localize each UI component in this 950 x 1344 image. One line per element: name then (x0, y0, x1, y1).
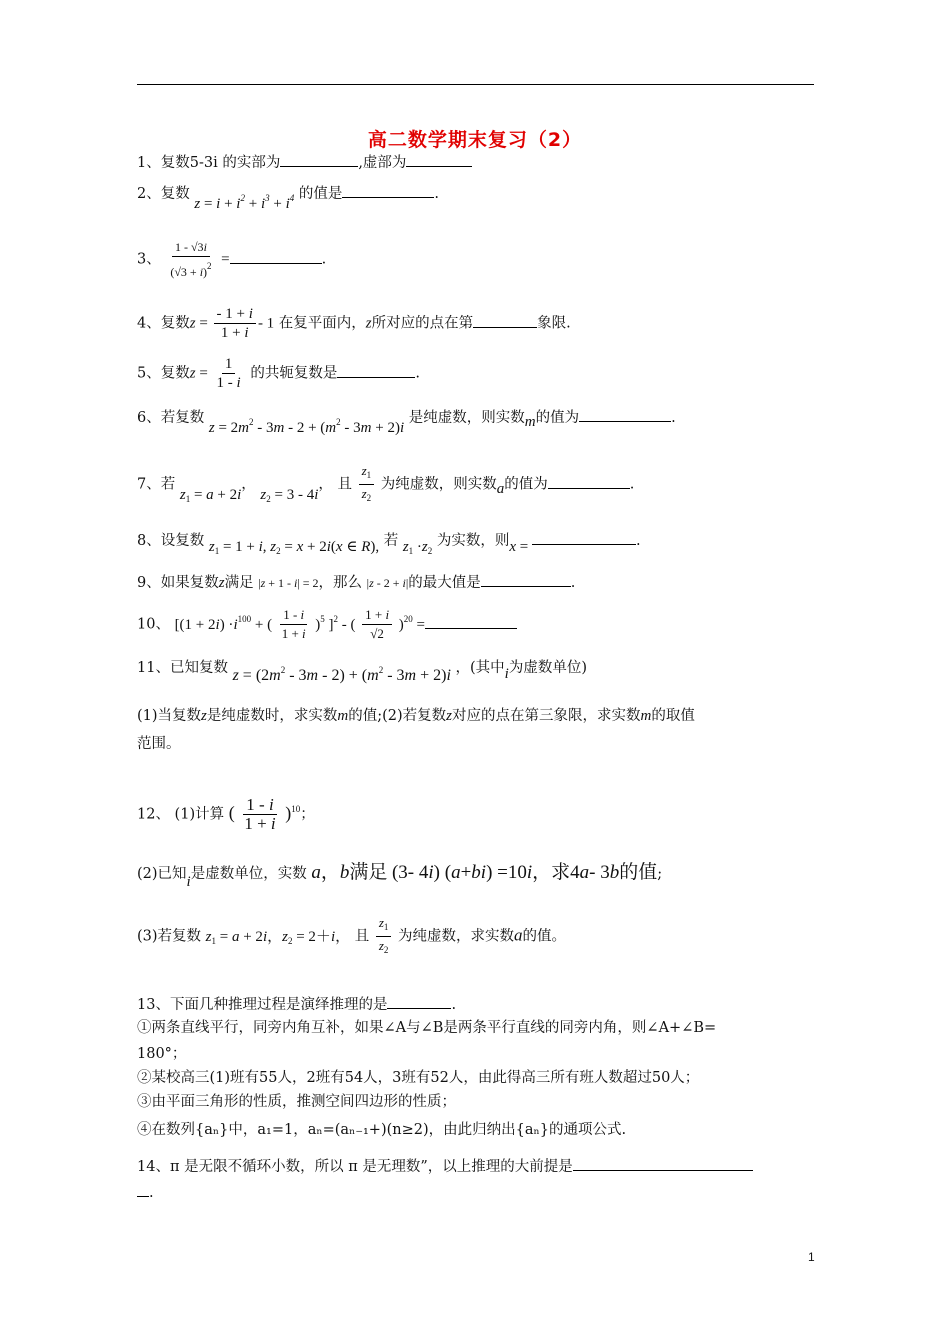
question-14-cont: . (137, 1182, 154, 1203)
question-13: 13、下面几种推理过程是演绎推理的是 . (137, 994, 456, 1015)
question-13-option-1: ①两条直线平行，同旁内角互补，如果∠A与∠B是两条平行直线的同旁内角，则∠A+∠B= (137, 1020, 717, 1036)
question-8: 8、设复数 $z_1 = 1 + i$, $z_2 = x + 2i(x$ ∈ R), 若 $z_1 \cdot z_2$ 为实数，则x = . (137, 530, 641, 555)
question-12-part2: (2)已知i是虚数单位，实数 a，b满足 (3- 4i) (a+bi) =10i，求4a- 3b的值; (137, 861, 663, 890)
page-title: 高二数学期末复习（2） (367, 129, 583, 151)
question-4: 4、复数z = $\frac{- 1 + i}{1 + i}$ - 1 在复平面内，z所对应的点在第 象限. (137, 306, 571, 341)
question-13-option-4: ④在数列{aₙ}中，a₁=1，aₙ=(aₙ₋₁+)(n≥2)，由此归纳出{aₙ}的通项公式. (137, 1122, 627, 1138)
question-3: 3、 $\frac{1 - √3i}{(√3 + i)^2}$ = . (137, 240, 327, 279)
question-13-option-1-cont: 180°； (137, 1046, 187, 1062)
question-1: 1、复数5-3i 的实部为 ,虚部为 (137, 152, 472, 173)
question-11-parts: (1)当复数z是纯虚数时，求实数m的值;(2)若复数z对应的点在第三象限，求实数m的取值 (137, 708, 695, 724)
question-6: 6、若复数 $z = 2m^2 - 3m - 2 + (m^2 - 3m + 2)i$ 是纯虚数，则实数m的值为 . (137, 402, 676, 428)
question-11-parts-cont: 范围。 (137, 736, 181, 752)
question-10: 10、 [$(1 + 2i) \cdot i^{100}$ + ( $\frac{1 - i}{1 + i}$ )$^5$ ]$^2$ - ( $\frac{1 + i}{√2}$ )$^{20}$ = (137, 606, 517, 643)
header-rule (137, 84, 814, 85)
question-7: 7、若 $z_1 = a + 2i$， $z_2 = 3 - 4i$， 且 $\frac{z_1}{z_2}$ 为纯虚数，则实数a的值为 . (137, 463, 635, 504)
question-14: 14、π 是无限不循环小数，所以 π 是无理数”，以上推理的大前提是 (137, 1156, 753, 1177)
page-number: 1 (808, 1250, 815, 1264)
question-9: 9、如果复数z满足 |z + 1 - i| = 2，那么 |z - 2 + i|的最大值是 . (137, 572, 575, 593)
question-13-option-3: ③由平面三角形的性质，推测空间四边形的性质； (137, 1094, 456, 1110)
question-12-part1: 12、 (1)计算 ( $\frac{1 - i}{1 + i}$ )$^{10}$； (137, 795, 315, 833)
question-13-option-2: ②某校高三(1)班有55人，2班有54人，3班有52人，由此得高三所有班人数超过50人； (137, 1070, 700, 1086)
question-11: 11、已知复数 $z = (2m^2 - 3m - 2) + (m^2 - 3m + 2)i$ ，(其中i为虚数单位) (137, 660, 588, 684)
question-12-part3: (3)若复数 $z_1 = a + 2i$，$z_2 = 2+i$， 且 $\frac{z_1}{z_2}$ 为纯虚数，求实数a的值。 (137, 915, 567, 955)
question-2: 2、复数 $z = i + i^2 + i^3 + i^4$ 的值是 . (137, 178, 439, 204)
question-5: 5、复数z = $\frac{1}{1 - i}$ 的共轭复数是 . (137, 356, 420, 391)
